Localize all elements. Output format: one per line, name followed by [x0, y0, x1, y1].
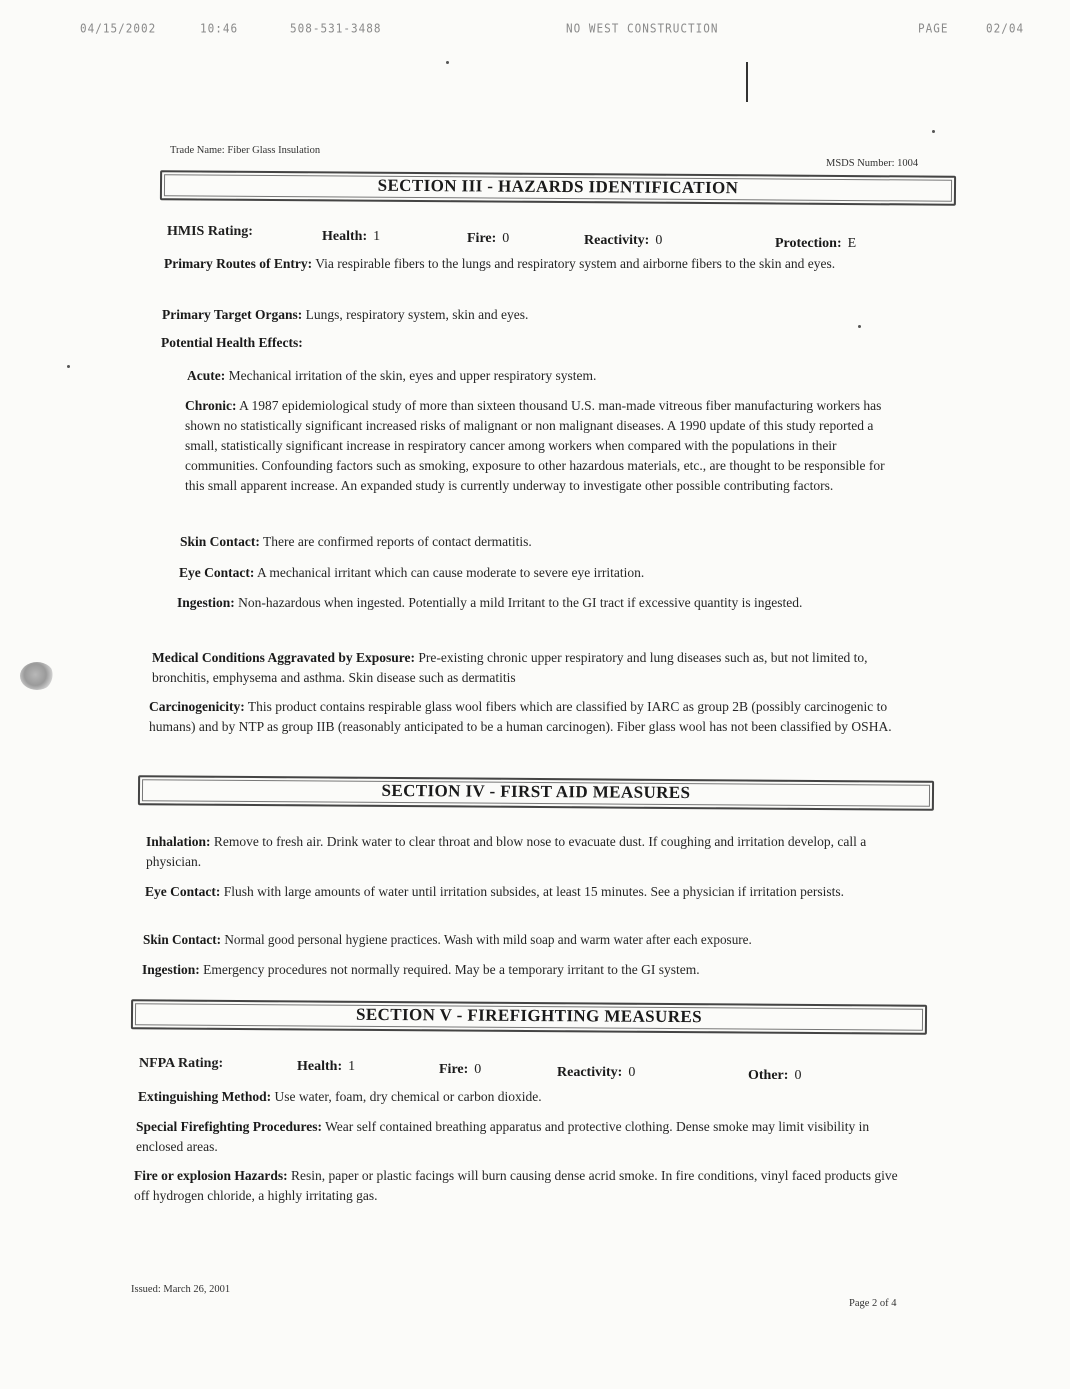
first-aid-ingestion-text: Emergency procedures not normally required. May be a temporary irritant to the GI system.: [203, 962, 700, 977]
nfpa-health-label: Health:: [297, 1059, 343, 1074]
scan-speck: [858, 325, 861, 328]
first-aid-ingestion: [142, 960, 922, 980]
medical-conditions-label: Medical Conditions Aggravated by Exposure:: [152, 650, 416, 665]
hmis-fire: [467, 231, 509, 247]
nfpa-health-value: 1: [348, 1059, 356, 1074]
special-procedures: [136, 1117, 910, 1157]
nfpa-reactivity-label: Reactivity:: [557, 1065, 623, 1080]
carcinogenicity-text: This product contains respirable glass wool fibers which are classified by IARC as group 2B (possibly carcinogenic to humans) and by NTP as group IIB (reasonably anticipated to be a human carcinogen). Fiber glass wool has not been classified by OSHA.: [149, 699, 892, 734]
ingestion-text: Non-hazardous when ingested. Potentially a mild Irritant to the GI tract if excessive quantity is ingested.: [238, 595, 803, 610]
hmis-protection-value: E: [847, 236, 857, 251]
health-effects-heading: Potential Health Effects:: [161, 335, 303, 350]
section-3-header: [160, 170, 956, 206]
nfpa-reactivity-value: 0: [628, 1065, 636, 1080]
hmis-protection-label: Protection:: [775, 236, 842, 251]
nfpa-reactivity: [557, 1065, 635, 1081]
ingestion-label: Ingestion:: [177, 595, 235, 610]
hmis-fire-label: Fire:: [467, 231, 497, 246]
trade-name: Trade Name: Fiber Glass Insulation: [170, 145, 321, 156]
nfpa-fire: [439, 1062, 481, 1078]
nfpa-label: NFPA Rating:: [139, 1056, 224, 1071]
hmis-reactivity: [584, 233, 662, 249]
hole-punch-mark: [20, 662, 54, 690]
nfpa-other-label: Other:: [748, 1068, 789, 1083]
fax-phone: 508-531-3488: [290, 21, 382, 36]
target-organs-text: Lungs, respiratory system, skin and eyes.: [305, 307, 529, 322]
nfpa-fire-label: Fire:: [439, 1062, 469, 1077]
skin-contact-text: There are confirmed reports of contact dermatitis.: [263, 534, 532, 549]
first-aid-skin-label: Skin Contact:: [143, 932, 222, 947]
section-4-header: [138, 775, 934, 811]
issued-date: Issued: March 26, 2001: [131, 1284, 231, 1295]
page-number: Page 2 of 4: [849, 1298, 897, 1309]
section-4-title: SECTION IV - FIRST AID MEASURES: [381, 780, 691, 803]
primary-routes-text: Via respirable fibers to the lungs and respiratory system and airborne fibers to the skin and eyes.: [315, 256, 836, 271]
special-procedures-text: Wear self contained breathing apparatus and protective clothing. Dense smoke may limit visibility in enclosed areas.: [136, 1119, 870, 1154]
medical-conditions-text: Pre-existing chronic upper respiratory and lung diseases such as, but not limited to, bronchitis, emphysema and asthma. Skin disease such as dermatitis: [152, 650, 868, 685]
nfpa-fire-value: 0: [474, 1062, 482, 1077]
first-aid-eye-text: Flush with large amounts of water until irritation subsides, at least 15 minutes. See a physician if irritation persists.: [223, 884, 845, 899]
scan-artifact-line: [746, 62, 748, 102]
first-aid-skin-text: Normal good personal hygiene practices. Wash with mild soap and warm water after each exposure.: [224, 932, 752, 947]
primary-routes-label: Primary Routes of Entry:: [164, 256, 313, 271]
target-organs: [162, 305, 932, 325]
skin-contact: [180, 532, 880, 552]
eye-contact-label: Eye Contact:: [179, 565, 255, 580]
extinguishing-text: Use water, foam, dry chemical or carbon dioxide.: [274, 1089, 542, 1104]
acute-text: Mechanical irritation of the skin, eyes and upper respiratory system.: [228, 368, 597, 383]
nfpa-other: [748, 1068, 801, 1084]
first-aid-skin-contact: [143, 930, 943, 950]
ingestion: [177, 593, 889, 613]
hmis-health-label: Health:: [322, 229, 368, 244]
skin-contact-label: Skin Contact:: [180, 534, 260, 549]
hmis-label: HMIS Rating:: [167, 224, 253, 239]
section-5-header: [131, 999, 927, 1035]
inhalation: [146, 832, 886, 872]
chronic-label: Chronic:: [185, 398, 237, 413]
hmis-protection: [775, 236, 856, 252]
fire-explosion-hazards: [134, 1166, 916, 1206]
inhalation-label: Inhalation:: [146, 834, 211, 849]
fax-page-label: PAGE: [918, 21, 949, 36]
special-procedures-label: Special Firefighting Procedures:: [136, 1119, 322, 1134]
acute-label: Acute:: [187, 368, 226, 383]
chronic-text: A 1987 epidemiological study of more than sixteen thousand U.S. man-made vitreous fiber manufacturing workers has shown no statistically significant increased risks of malignant or non malignant diseases. A 1990 update of this study reported a small, statistically significant increase in respiratory cancer among workers when compared with the populations in their communities. Confounding factors such as smoking, exposure to other hazardous materials, etc., are thought to be responsible for this small apparent increase. An expanded study is currently underway to investigate other possible contributing factors.: [185, 398, 885, 493]
fax-page-number: 02/04: [986, 21, 1025, 36]
section-3-title: SECTION III - HAZARDS IDENTIFICATION: [377, 175, 739, 198]
inhalation-text: Remove to fresh air. Drink water to clear throat and blow nose to evacuate dust. If coughing and irritation develop, call a physician.: [146, 834, 867, 869]
hmis-health-value: 1: [373, 229, 381, 244]
carcinogenicity-label: Carcinogenicity:: [149, 699, 245, 714]
acute-effects: [187, 366, 887, 386]
eye-contact: [179, 563, 899, 583]
hmis-reactivity-label: Reactivity:: [584, 233, 650, 248]
first-aid-eye-label: Eye Contact:: [145, 884, 221, 899]
medical-conditions: [152, 648, 918, 688]
eye-contact-text: A mechanical irritant which can cause moderate to severe eye irritation.: [257, 565, 645, 580]
fire-hazards-label: Fire or explosion Hazards:: [134, 1168, 288, 1183]
scan-speck: [67, 365, 70, 368]
chronic-effects: [185, 396, 897, 496]
hmis-reactivity-value: 0: [655, 233, 663, 248]
carcinogenicity: [149, 697, 921, 737]
extinguishing-label: Extinguishing Method:: [138, 1089, 272, 1104]
target-organs-label: Primary Target Organs:: [162, 307, 303, 322]
fax-sender: NO WEST CONSTRUCTION: [566, 21, 719, 36]
fax-time: 10:46: [200, 21, 239, 36]
extinguishing-method: [138, 1087, 898, 1107]
section-5-title: SECTION V - FIREFIGHTING MEASURES: [355, 1004, 703, 1027]
scan-speck: [932, 130, 935, 133]
first-aid-eye-contact: [145, 882, 897, 902]
hmis-health: [322, 229, 380, 245]
nfpa-other-value: 0: [794, 1068, 802, 1083]
msds-number: MSDS Number: 1004: [826, 158, 919, 169]
fire-hazards-text: Resin, paper or plastic facings will burn causing dense acrid smoke. In fire conditions, vinyl faced products give off hydrogen chloride, a highly irritating gas.: [134, 1168, 898, 1203]
fax-date: 04/15/2002: [80, 21, 157, 36]
scan-speck: [446, 61, 449, 64]
first-aid-ingestion-label: Ingestion:: [142, 962, 200, 977]
primary-routes: [164, 254, 934, 274]
hmis-fire-value: 0: [502, 231, 510, 246]
nfpa-health: [297, 1059, 355, 1075]
